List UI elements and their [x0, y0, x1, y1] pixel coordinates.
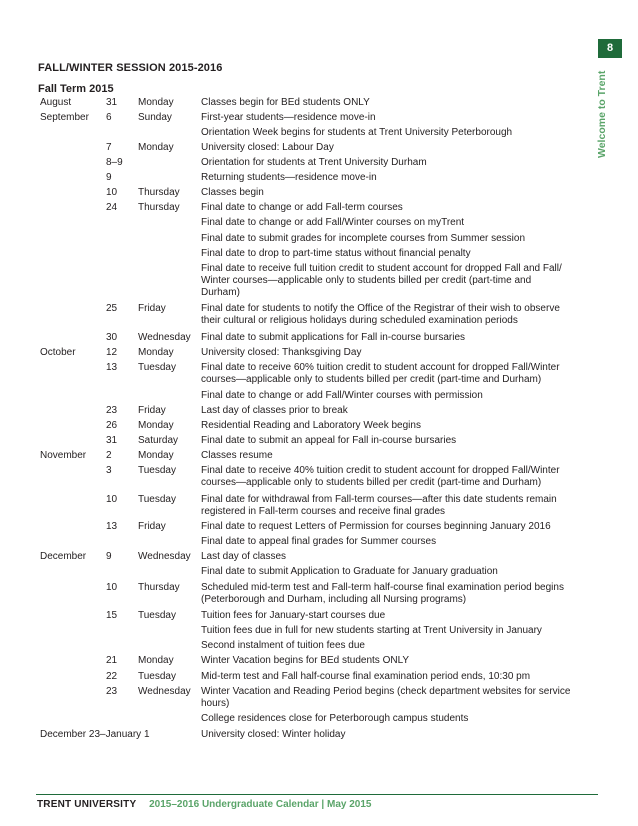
schedule-row: [38, 157, 578, 169]
schedule-description: Orientation Week begins for students at Trent University Peterborough: [201, 127, 513, 138]
schedule-weekday: Monday: [138, 97, 174, 108]
schedule-row: [38, 332, 578, 344]
schedule-day: 10: [106, 582, 118, 593]
schedule-row: [38, 582, 578, 606]
schedule-row: [38, 303, 578, 327]
schedule-weekday: Monday: [138, 450, 174, 461]
schedule-description: Final date to receive 40% tuition credit to student account for dropped Fall/Winter courses—applicable only to students billed per credit (part-time and Durham): [201, 465, 560, 488]
schedule-row: [38, 248, 578, 260]
schedule-row: [38, 435, 578, 447]
schedule-row: [38, 686, 578, 710]
side-section-label-text: Welcome to Trent: [596, 70, 608, 158]
schedule-row: [38, 390, 578, 402]
schedule-day: 23: [106, 686, 118, 697]
schedule-row: [38, 420, 578, 432]
schedule-weekday: Thursday: [138, 202, 180, 213]
schedule-description: Final date to drop to part-time status without financial penalty: [201, 248, 471, 259]
schedule-weekday: Wednesday: [138, 551, 191, 562]
schedule-description: Mid-term test and Fall half-course final examination period ends, 10:30 pm: [201, 671, 531, 682]
schedule-row: [38, 187, 578, 199]
schedule-day: 9: [106, 551, 112, 562]
schedule-description: Last day of classes: [201, 551, 287, 562]
schedule-description: Winter Vacation begins for BEd students ONLY: [201, 655, 410, 666]
schedule-description: Final date to submit applications for Fall in-course bursaries: [201, 332, 466, 343]
schedule-description: Classes begin for BEd students ONLY: [201, 97, 370, 108]
schedule-row: [38, 405, 578, 417]
schedule-month: December 23–January 1: [40, 729, 150, 740]
schedule-day: 10: [106, 187, 118, 198]
schedule-row: [38, 127, 578, 139]
schedule-row: [38, 97, 578, 109]
schedule-description: Classes resume: [201, 450, 273, 461]
page-title: FALL/WINTER SESSION 2015-2016: [38, 62, 223, 74]
schedule-description: Tuition fees due in full for new students starting at Trent University in January: [201, 625, 542, 636]
footer-publication: 2015–2016 Undergraduate Calendar | May 2015: [149, 799, 372, 810]
schedule-row: [38, 233, 578, 245]
schedule-row: [38, 142, 578, 154]
schedule-day: 7: [106, 142, 112, 153]
schedule-day: 3: [106, 465, 112, 476]
schedule-row: [38, 202, 578, 214]
schedule-day: 26: [106, 420, 118, 431]
schedule-description: Residential Reading and Laboratory Week begins: [201, 420, 421, 431]
schedule-row: [38, 671, 578, 683]
schedule-description: Tuition fees for January-start courses due: [201, 610, 386, 621]
schedule-day: 22: [106, 671, 118, 682]
schedule-description: First-year students—residence move-in: [201, 112, 376, 123]
schedule-description: Final date to submit Application to Graduate for January graduation: [201, 566, 498, 577]
schedule-row: [38, 521, 578, 533]
schedule-day: 24: [106, 202, 118, 213]
schedule-weekday: Thursday: [138, 582, 180, 593]
schedule-row: [38, 465, 578, 489]
schedule-row: [38, 713, 578, 725]
schedule-description: Winter Vacation and Reading Period begins (check department websites for service hours): [201, 686, 571, 709]
schedule-row: [38, 172, 578, 184]
footer-organization: TRENT UNIVERSITY: [37, 799, 137, 810]
schedule-description: Final date to receive full tuition credit to student account for dropped Fall and Fall/ Winter courses—applicable only to students billed per credit (part-time and Durham): [201, 263, 562, 298]
schedule-day: 30: [106, 332, 118, 343]
schedule-day: 25: [106, 303, 118, 314]
schedule-row: [38, 729, 578, 741]
page-number-badge: 8: [598, 39, 622, 58]
schedule-weekday: Friday: [138, 405, 166, 416]
schedule-row: [38, 566, 578, 578]
schedule-weekday: Monday: [138, 142, 174, 153]
schedule-day: 6: [106, 112, 112, 123]
schedule-row: [38, 450, 578, 462]
schedule-description: Final date to submit an appeal for Fall in-course bursaries: [201, 435, 457, 446]
term-heading: Fall Term 2015: [38, 83, 114, 95]
schedule-description: Final date to change or add Fall/Winter courses on myTrent: [201, 217, 465, 228]
schedule-row: [38, 217, 578, 229]
schedule-description: Final date to change or add Fall-term courses: [201, 202, 403, 213]
schedule-weekday: Monday: [138, 420, 174, 431]
schedule-description: College residences close for Peterborough campus students: [201, 713, 469, 724]
schedule-day: 9: [106, 172, 112, 183]
footer-divider: [36, 794, 598, 795]
schedule-description: University closed: Thanksgiving Day: [201, 347, 362, 358]
schedule-description: University closed: Labour Day: [201, 142, 334, 153]
schedule-day: 13: [106, 362, 118, 373]
schedule-day: 12: [106, 347, 118, 358]
schedule-day: 23: [106, 405, 118, 416]
schedule-weekday: Tuesday: [138, 671, 176, 682]
schedule-row: [38, 494, 578, 518]
schedule-table: [38, 96, 578, 741]
schedule-row: [38, 263, 578, 299]
schedule-day: 31: [106, 435, 118, 446]
schedule-description: Final date for students to notify the Office of the Registrar of their wish to observe their cultural or religious holidays during scheduled examination periods: [201, 303, 560, 326]
schedule-weekday: Thursday: [138, 187, 180, 198]
schedule-day: 8–9: [106, 157, 123, 168]
schedule-day: 31: [106, 97, 118, 108]
schedule-row: [38, 640, 578, 652]
schedule-description: Orientation for students at Trent University Durham: [201, 157, 427, 168]
schedule-month: December: [40, 551, 87, 562]
schedule-row: [38, 347, 578, 359]
schedule-day: 2: [106, 450, 112, 461]
schedule-weekday: Friday: [138, 303, 166, 314]
schedule-month: October: [40, 347, 76, 358]
schedule-weekday: Wednesday: [138, 332, 191, 343]
schedule-month: August: [40, 97, 72, 108]
schedule-description: Final date to change or add Fall/Winter courses with permission: [201, 390, 483, 401]
schedule-description: Final date to receive 60% tuition credit to student account for dropped Fall/Winter courses—applicable only to students billed per credit (part-time and Durham): [201, 362, 560, 385]
schedule-row: [38, 610, 578, 622]
schedule-description: Returning students—residence move-in: [201, 172, 377, 183]
schedule-description: Last day of classes prior to break: [201, 405, 348, 416]
schedule-description: Scheduled mid-term test and Fall-term half-course final examination period begins (Peterborough and Durham, including all Nursing programs): [201, 582, 564, 605]
schedule-day: 10: [106, 494, 118, 505]
schedule-weekday: Monday: [138, 347, 174, 358]
schedule-day: 15: [106, 610, 118, 621]
schedule-row: [38, 551, 578, 563]
schedule-row: [38, 625, 578, 637]
schedule-weekday: Saturday: [138, 435, 179, 446]
schedule-description: Final date to submit grades for incomplete courses from Summer session: [201, 233, 526, 244]
schedule-description: Final date for withdrawal from Fall-term courses—after this date students remain registered in Fall-term courses and receive final grades: [201, 494, 557, 517]
schedule-weekday: Tuesday: [138, 465, 176, 476]
side-section-label: [590, 68, 630, 160]
schedule-month: November: [40, 450, 87, 461]
schedule-day: 21: [106, 655, 118, 666]
schedule-day: 13: [106, 521, 118, 532]
schedule-weekday: Monday: [138, 655, 174, 666]
footer: [37, 799, 371, 810]
schedule-row: [38, 362, 578, 386]
schedule-description: Second instalment of tuition fees due: [201, 640, 365, 651]
schedule-description: Final date to appeal final grades for Summer courses: [201, 536, 437, 547]
schedule-weekday: Tuesday: [138, 494, 176, 505]
schedule-month: September: [40, 112, 89, 123]
schedule-weekday: Sunday: [138, 112, 172, 123]
schedule-row: [38, 112, 578, 124]
schedule-weekday: Tuesday: [138, 362, 176, 373]
schedule-weekday: Wednesday: [138, 686, 191, 697]
schedule-description: Classes begin: [201, 187, 264, 198]
schedule-row: [38, 536, 578, 548]
schedule-description: Final date to request Letters of Permission for courses beginning January 2016: [201, 521, 551, 532]
schedule-description: University closed: Winter holiday: [201, 729, 346, 740]
schedule-weekday: Tuesday: [138, 610, 176, 621]
schedule-row: [38, 655, 578, 667]
schedule-weekday: Friday: [138, 521, 166, 532]
